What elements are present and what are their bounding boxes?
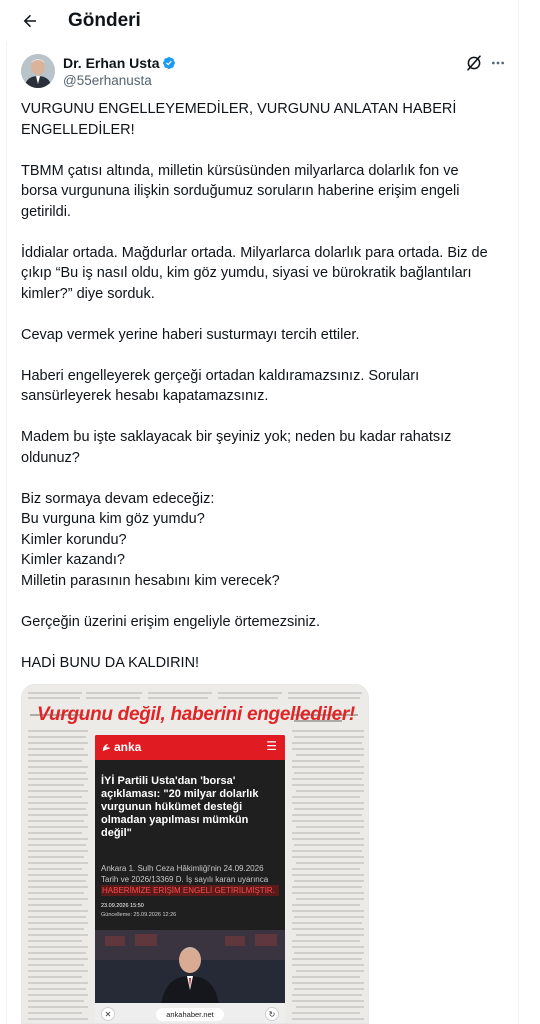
post-line: Bu vurguna kim göz yumdu? — [21, 511, 205, 527]
post-line: TBMM çatısı altında, milletin kürsüsünden milyarlarca dolarlık fon ve — [21, 162, 459, 179]
post-line: Madem bu işte saklayacak bir şeyiniz yok; neden bu kadar rahatsız — [21, 429, 452, 445]
anka-logo — [101, 740, 141, 754]
post-line: çıkıp “Bu iş nasıl oldu, kim göz yumdu, siyasi ve bürokratik bağlantıları — [21, 265, 472, 281]
more-options-icon[interactable] — [489, 54, 507, 72]
phone-top-bar — [95, 735, 285, 760]
anka-logo-icon — [101, 742, 112, 753]
close-icon: ✕ — [101, 1007, 115, 1021]
author-handle[interactable]: @55erhanusta — [63, 73, 152, 88]
post-image[interactable] — [21, 684, 369, 1024]
refresh-icon: ↻ — [265, 1007, 279, 1021]
page-title: Gönderi — [68, 10, 141, 31]
author-name-row[interactable] — [63, 55, 176, 71]
post-line: kimler?” diye sorduk. — [21, 285, 155, 302]
top-bar — [0, 0, 540, 42]
news-headline: İYİ Partili Usta'dan 'borsa' açıklaması: "20 milyar dolarlık vurgunun hükümet desteği olmadan yapılması mümkün değil" — [101, 775, 259, 839]
url-text: ankahaber.net — [156, 1008, 224, 1021]
post-text — [21, 99, 511, 673]
anka-logo-text: anka — [114, 740, 142, 754]
post-line: Kimler kazandı? — [21, 552, 125, 568]
column-border-right — [518, 0, 519, 1024]
news-notice: Ankara 1. Sulh Ceza Hâkimliği'nin 24.09.2026 Tarih ve 2026/13369 D. İş sayılı karan uyarınca — [101, 864, 269, 884]
post-line: sansürleyerek hesabı kapatamazsınız. — [21, 388, 269, 404]
post-line: İddialar ortada. Mağdurlar ortada. Milyarlarca dolarlık para ortada. Biz de — [21, 244, 488, 261]
post-line: ENGELLEDİLER! — [21, 121, 135, 138]
post-line: Cevap vermek yerine haberi susturmayı tercih ettiler. — [21, 326, 360, 343]
browser-bar — [95, 1003, 285, 1024]
news-update-date: Güncelleme: 25.09.2026 12:26 — [101, 912, 177, 918]
post-line: Biz sormaya devam edeceğiz: — [21, 490, 215, 507]
news-date: 23.09.2026 15:50 — [101, 903, 144, 909]
image-banner-text: Vurgunu değil, haberini engellediler! — [37, 704, 355, 725]
news-notice-highlight: HABERİMİZE ERİŞİM ENGELİ GETİRİLMİŞTİR. — [101, 885, 279, 896]
post-line: Haberi engelleyerek gerçeği ortadan kaldıramazsınız. Soruları — [21, 367, 420, 384]
avatar[interactable] — [21, 54, 55, 88]
back-button[interactable] — [20, 11, 40, 31]
post-line: Kimler korundu? — [21, 531, 127, 548]
post-line: Gerçeğin üzerini erişim engeliyle örtemezsiniz. — [21, 613, 320, 630]
post-line: getirildi. — [21, 203, 71, 220]
grok-icon[interactable] — [465, 54, 483, 72]
post-line: oldunuz? — [21, 449, 80, 466]
arrow-left-icon — [21, 12, 39, 30]
phone-screenshot — [95, 735, 285, 1024]
post-line: borsa vurgununa ilişkin sorduğumuz soruların haberine erişim engeli — [21, 183, 460, 199]
column-border-left — [6, 42, 7, 1024]
menu-icon: ☰ — [266, 739, 277, 753]
verified-badge-icon — [162, 56, 176, 70]
post-line: Milletin parasının hesabını kim verecek? — [21, 572, 280, 589]
post-line: VURGUNU ENGELLEYEMEDİLER, VURGUNU ANLATAN HABERİ — [21, 101, 457, 117]
author-name[interactable]: Dr. Erhan Usta — [63, 55, 160, 71]
post-line: HADİ BUNU DA KALDIRIN! — [21, 654, 200, 671]
